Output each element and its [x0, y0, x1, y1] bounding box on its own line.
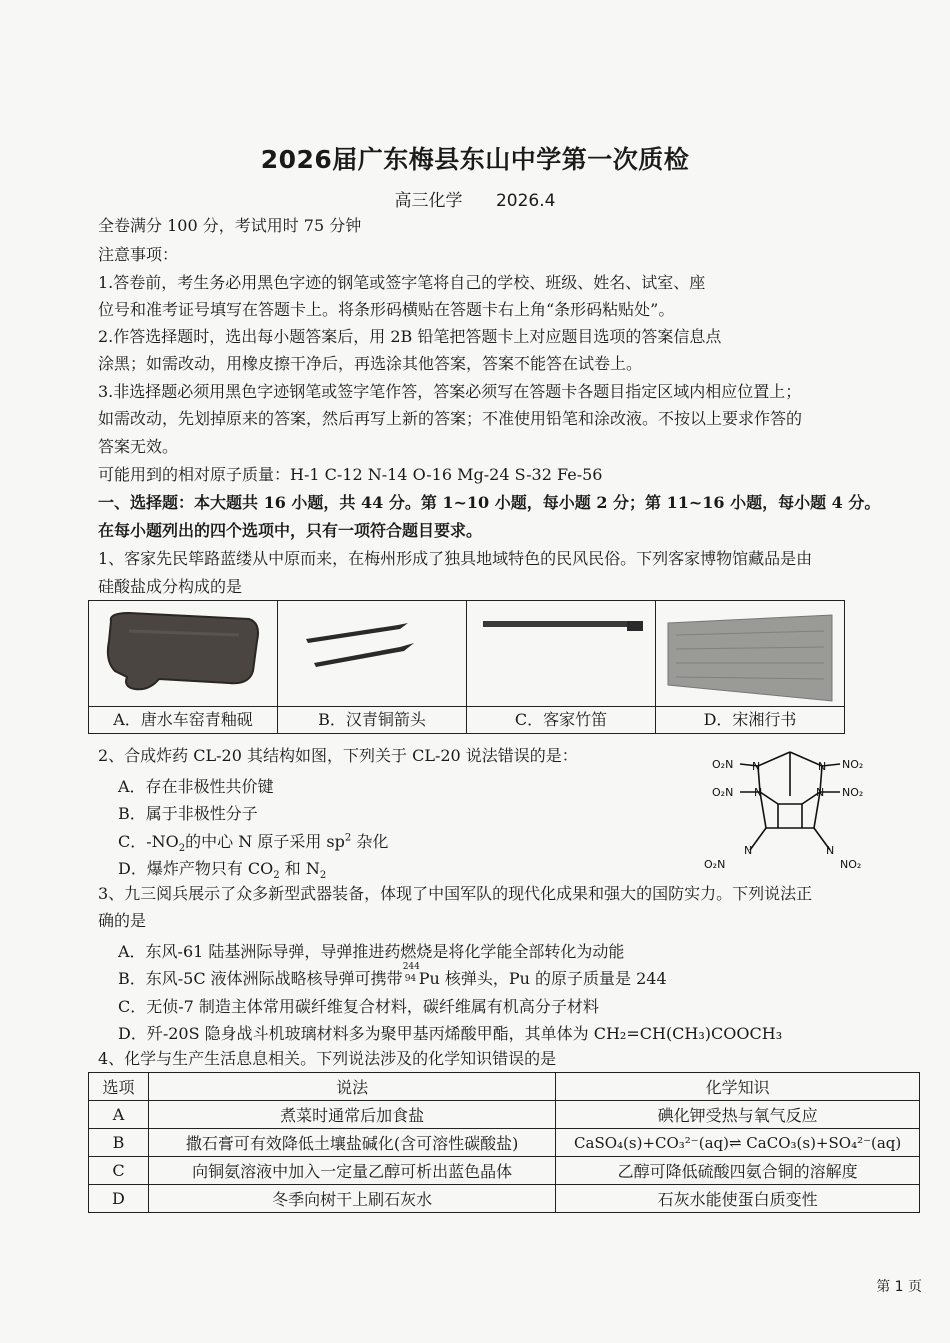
q3-stem-2: 确的是	[98, 911, 147, 930]
q1-option-c: C．客家竹笛	[467, 706, 655, 733]
q1-option-b: B．汉青铜箭头	[278, 706, 466, 733]
table-header: 化学知识	[556, 1073, 920, 1101]
q2-stem: 2、合成炸药 CL-20 其结构如图，下列关于 CL-20 说法错误的是：	[98, 746, 578, 765]
q1-option-a: A．唐水车窑青釉砚	[89, 706, 277, 733]
q1-option-b-cell	[278, 601, 467, 734]
q1-option-c-cell	[467, 601, 656, 734]
calligraphy-image	[656, 601, 844, 706]
q2-option-b: B．属于非极性分子	[118, 804, 258, 823]
inkstone-image	[89, 601, 277, 706]
svg-text:NO₂: NO₂	[842, 758, 864, 771]
table-row	[89, 1157, 920, 1185]
exam-subtitle	[0, 186, 950, 211]
q2-option-c: C．$-NO_2$的中心 N 原子采用 $sp^2$ 杂化	[118, 832, 389, 855]
svg-text:NO₂: NO₂	[840, 858, 862, 871]
n-label: N	[752, 760, 761, 773]
q1-stem-1: 1、客家先民筚路蓝缕从中原而来，在梅州形成了独具地域特色的民风民俗。下列客家博物馆藏品是由	[98, 549, 813, 568]
table-cell: C	[89, 1157, 149, 1185]
q3-option-a: A．东风-61 陆基洲际导弹，导弹推进药燃烧是将化学能全部转化为动能	[118, 942, 625, 961]
note-1a: 1.答卷前，考生务必用黑色字迹的钢笔或签字笔将自己的学校、班级、姓名、试室、座	[98, 273, 706, 292]
svg-text:N: N	[816, 786, 825, 799]
note-1b: 位号和准考证号填写在答题卡上。将条形码横贴在答题卡右上角“条形码粘贴处”。	[98, 300, 675, 319]
table-header-row	[89, 1073, 920, 1101]
table-cell: 煮菜时通常后加食盐	[148, 1101, 555, 1129]
svg-text:O₂N: O₂N	[712, 786, 734, 799]
table-cell: D	[89, 1185, 149, 1213]
note-3a: 3.非选择题必须用黑色字迹钢笔或签字笔作答，答案必须写在答题卡各题目指定区域内相应位置上；	[98, 382, 802, 401]
table-row	[89, 1101, 920, 1129]
exam-title: 2026届广东梅县东山中学第一次质检	[260, 145, 690, 174]
note-2a: 2.作答选择题时，选出每小题答案后，用 2B 铅笔把答题卡上对应题目选项的答案信息点	[98, 327, 722, 346]
table-cell: 石灰水能使蛋白质变性	[556, 1185, 920, 1213]
table-cell: 撒石膏可有效降低土壤盐碱化(含可溶性碳酸盐)	[148, 1129, 555, 1157]
svg-text:N: N	[826, 844, 835, 857]
q1-stem-2: 硅酸盐成分构成的是	[98, 577, 243, 596]
table-header: 说法	[148, 1073, 555, 1101]
table-cell: B	[89, 1129, 149, 1157]
q2-option-a: A．存在非极性共价键	[118, 777, 274, 796]
table-cell: 冬季向树干上刷石灰水	[148, 1185, 555, 1213]
subject-label: 高三化学	[394, 191, 463, 211]
q3-option-b: B．东风-5C 液体洲际战略核导弹可携带 244 94 Pu 核弹头，Pu 的原子质量是 244	[118, 962, 667, 988]
q1-options-table	[88, 600, 845, 734]
exam-date: 2026.4	[495, 191, 556, 211]
table-cell: CaSO₄(s)+CO₃²⁻(aq)⇌ CaCO₃(s)+SO₄²⁻(aq)	[556, 1129, 920, 1157]
svg-text:O₂N: O₂N	[704, 858, 726, 871]
q3-option-d: D．歼-20S 隐身战斗机玻璃材料多为聚甲基丙烯酸甲酯，其单体为 CH₂=CH(CH₃)COOCH₃	[118, 1024, 783, 1043]
svg-text:N: N	[818, 760, 827, 773]
q4-stem: 4、化学与生产生活息息相关。下列说法涉及的化学知识错误的是	[98, 1049, 557, 1068]
score-time: 全卷满分 100 分，考试用时 75 分钟	[98, 216, 362, 235]
page-number: 第 1 页	[876, 1279, 922, 1295]
q3-stem-1: 3、九三阅兵展示了众多新型武器装备，体现了中国军队的现代化成果和强大的国防实力。下列说法正	[98, 884, 813, 903]
bronze-arrowhead-image	[278, 601, 466, 706]
svg-text:N: N	[754, 786, 763, 799]
no2-label: O₂N	[712, 758, 734, 771]
note-3c: 答案无效。	[98, 437, 179, 456]
section-heading-2: 在每小题列出的四个选项中，只有一项符合题目要求。	[98, 521, 483, 540]
note-3b: 如需改动，先划掉原来的答案，然后再写上新的答案；不准使用铅笔和涂改液。不按以上要求作答的	[98, 409, 803, 428]
table-row	[89, 1185, 920, 1213]
q2-option-d: D．爆炸产物只有 $CO_2$ 和 $N_2$	[118, 859, 327, 882]
q1-option-d-cell	[656, 601, 845, 734]
table-cell: 碘化钾受热与氧气反应	[556, 1101, 920, 1129]
atomic-mass: 可能用到的相对原子质量：H-1 C-12 N-14 O-16 Mg-24 S-32 Fe-56	[98, 465, 603, 484]
svg-text:N: N	[744, 844, 753, 857]
notes-title: 注意事项：	[98, 245, 179, 264]
q1-option-d: D．宋湘行书	[656, 706, 844, 733]
svg-text:NO₂: NO₂	[842, 786, 864, 799]
q4-table	[88, 1072, 920, 1213]
table-row	[89, 1129, 920, 1157]
q1-option-a-cell	[89, 601, 278, 734]
section-heading-1: 一、选择题：本大题共 16 小题，共 44 分。第 1~10 小题，每小题 2 分；第 11~16 小题，每小题 4 分。	[98, 493, 881, 512]
q3-option-c: C．无侦-7 制造主体常用碳纤维复合材料，碳纤维属有机高分子材料	[118, 997, 599, 1016]
note-2b: 涂黑；如需改动，用橡皮擦干净后，再选涂其他答案，答案不能答在试卷上。	[98, 354, 643, 373]
cl20-structure	[700, 746, 880, 878]
table-header: 选项	[89, 1073, 149, 1101]
table-cell: 乙醇可降低硫酸四氨合铜的溶解度	[556, 1157, 920, 1185]
table-cell: 向铜氨溶液中加入一定量乙醇可析出蓝色晶体	[148, 1157, 555, 1185]
bamboo-flute-image	[467, 601, 655, 706]
table-cell: A	[89, 1101, 149, 1129]
